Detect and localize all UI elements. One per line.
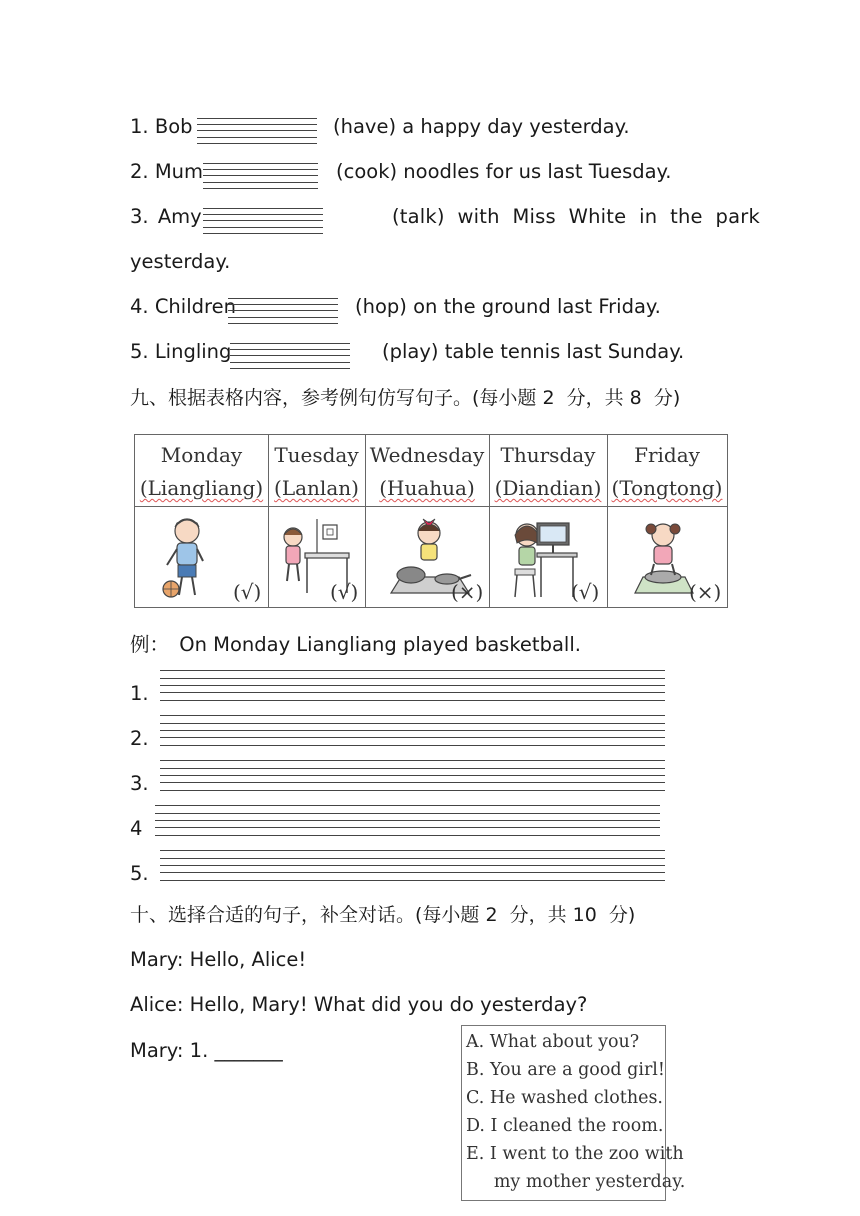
answer-number-1: 1. (130, 682, 149, 705)
item-rest-5: (play) table tennis last Sunday. (382, 340, 685, 363)
option-d: D. I cleaned the room. (466, 1116, 664, 1136)
option-e-continued: my mother yesterday. (466, 1172, 686, 1192)
answer-number-3: 3. (130, 772, 149, 795)
answer-line-5[interactable] (160, 848, 665, 884)
person-name: (Lanlan) (274, 476, 359, 500)
answer-line-2[interactable] (160, 713, 665, 749)
answer-blank-1[interactable] (197, 114, 317, 144)
answer-number-2: 2. (130, 727, 149, 750)
result-mark: (×) (451, 580, 484, 604)
person-name: (Liangliang) (139, 476, 264, 500)
option-e: E. I went to the zoo with (466, 1144, 684, 1164)
item-number: 1. (130, 115, 149, 138)
day-label: Tuesday (274, 443, 359, 467)
day-label: Monday (160, 443, 243, 467)
answer-number-5: 5. (130, 862, 149, 885)
fill-in-item-2 (130, 160, 203, 184)
item-subject: Mum (154, 160, 203, 183)
table-header-cell (489, 435, 607, 506)
option-b: B. You are a good girl! (466, 1060, 665, 1080)
table-header-cell (268, 435, 365, 506)
answer-blank-2[interactable] (203, 159, 318, 189)
option-c: C. He washed clothes. (466, 1088, 663, 1108)
item-rest-3: (talk) with Miss White in the park (392, 205, 760, 228)
table-header-cell (135, 435, 268, 506)
person-name: (Huahua) (379, 476, 475, 500)
table-header-cell (365, 435, 489, 506)
answer-line-3[interactable] (160, 758, 665, 794)
item-number: 2. (130, 160, 149, 183)
table-header-cell (607, 435, 727, 506)
answer-blank-4[interactable] (228, 294, 338, 324)
fill-in-item-1 (130, 115, 193, 139)
dialogue-line-3: Mary: 1. _______ (130, 1039, 283, 1062)
item-subject: Bob (154, 115, 193, 138)
dialogue-line-2: Alice: Hello, Mary! What did you do yesterday? (130, 993, 588, 1016)
item-subject: Lingling (154, 340, 232, 363)
person-name: (Tongtong) (611, 476, 723, 500)
item-rest-2: (cook) noodles for us last Tuesday. (336, 160, 672, 183)
answer-blank-3[interactable] (203, 204, 323, 234)
day-label: Thursday (500, 443, 596, 467)
day-label: Friday (634, 443, 700, 467)
day-label: Wednesday (369, 443, 485, 467)
answer-blank-5[interactable] (230, 339, 350, 369)
fill-in-item-5 (130, 340, 231, 364)
item-subject: Amy (157, 205, 202, 228)
boy-basketball-icon (157, 513, 217, 605)
result-mark: (√) (571, 580, 600, 604)
answer-line-1[interactable] (160, 668, 665, 704)
activity-table (134, 434, 728, 608)
section-9-title: 九、根据表格内容，参考例句仿写句子。(每小题 2 分，共 8 分) (130, 387, 681, 409)
answer-number-4: 4 (130, 817, 143, 840)
fill-in-item-3 (130, 205, 202, 229)
example-sentence (130, 633, 581, 657)
example-text: On Monday Liangliang played basketball. (179, 633, 581, 656)
person-name: (Diandian) (494, 476, 602, 500)
option-a: A. What about you? (466, 1032, 640, 1052)
example-label: 例： (130, 633, 170, 656)
result-mark: (×) (689, 580, 722, 604)
result-mark: (√) (233, 580, 262, 604)
dialogue-line-1: Mary: Hello, Alice! (130, 948, 307, 971)
section-10-title: 十、选择合适的句子，补全对话。(每小题 2 分，共 10 分) (130, 904, 636, 926)
item-rest-1: (have) a happy day yesterday. (333, 115, 630, 138)
item-subject: Children (154, 295, 236, 318)
item-continuation-3: yesterday. (130, 250, 231, 273)
result-mark: (√) (330, 580, 359, 604)
item-number: 5. (130, 340, 149, 363)
answer-line-4[interactable] (155, 803, 660, 839)
item-rest-4: (hop) on the ground last Friday. (355, 295, 661, 318)
fill-in-item-4 (130, 295, 236, 319)
item-number: 4. (130, 295, 149, 318)
item-number: 3. (130, 205, 149, 228)
